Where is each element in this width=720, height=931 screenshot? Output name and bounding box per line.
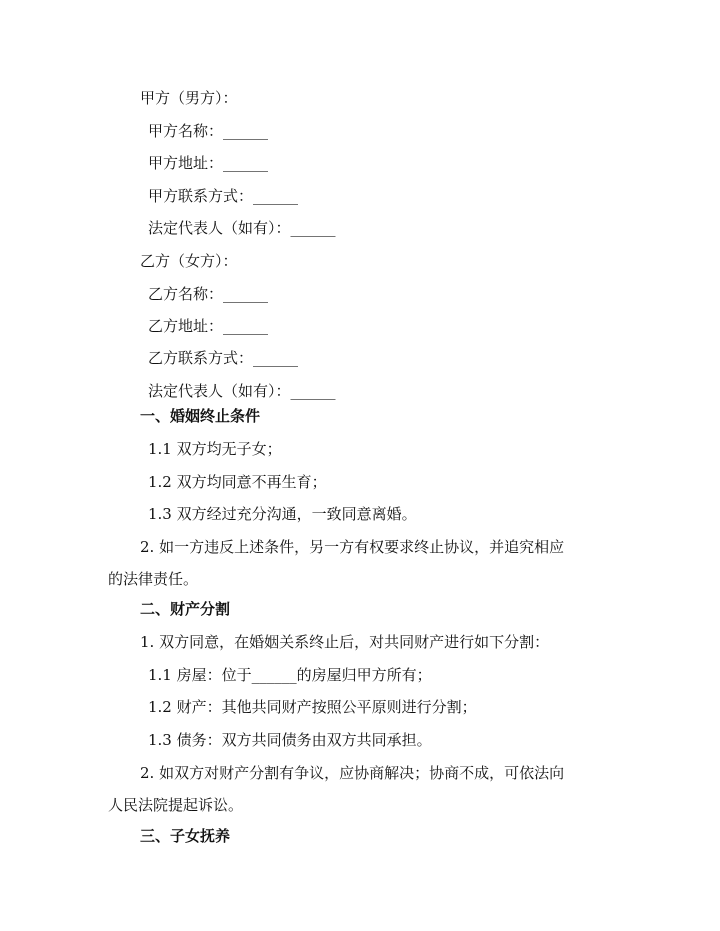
party-a-contact: 甲方联系方式：______ xyxy=(148,187,299,205)
section-1-item-2-line1: 2. 如一方违反上述条件，另一方有权要求终止协议，并追究相应 xyxy=(140,538,565,556)
section-2-item-1-2: 1.2 财产：其他共同财产按照公平原则进行分割； xyxy=(148,698,477,716)
section-1-heading: 一、婚姻终止条件 xyxy=(140,407,261,425)
party-a-name: 甲方名称：______ xyxy=(148,122,269,140)
section-1-item-1-2: 1.2 双方均同意不再生育； xyxy=(148,473,327,491)
party-b-name: 乙方名称：______ xyxy=(148,285,269,303)
section-2-item-1-1: 1.1 房屋：位于______的房屋归甲方所有； xyxy=(148,666,432,684)
section-2-item-1: 1. 双方同意，在婚姻关系终止后，对共同财产进行如下分割： xyxy=(140,633,550,651)
section-2-item-2-line1: 2. 如双方对财产分割有争议，应协商解决；协商不成，可依法向 xyxy=(140,764,565,782)
party-a-legal-rep: 法定代表人（如有）：______ xyxy=(148,219,336,237)
section-1-item-1-1: 1.1 双方均无子女； xyxy=(148,440,282,458)
party-b-address: 乙方地址：______ xyxy=(148,317,269,335)
party-b-title: 乙方（女方）： xyxy=(140,252,238,270)
party-b-contact: 乙方联系方式：______ xyxy=(148,349,299,367)
section-2-heading: 二、财产分割 xyxy=(140,600,231,618)
section-2-item-1-3: 1.3 债务：双方共同债务由双方共同承担。 xyxy=(148,731,432,749)
section-1-item-1-3: 1.3 双方经过充分沟通，一致同意离婚。 xyxy=(148,505,417,523)
party-b-legal-rep: 法定代表人（如有）：______ xyxy=(148,382,336,400)
party-a-address: 甲方地址：______ xyxy=(148,154,269,172)
section-3-heading: 三、子女抚养 xyxy=(140,827,231,845)
section-1-item-2-line2: 的法律责任。 xyxy=(108,570,199,588)
section-2-item-2-line2: 人民法院提起诉讼。 xyxy=(108,796,244,814)
party-a-title: 甲方（男方）： xyxy=(140,89,238,107)
